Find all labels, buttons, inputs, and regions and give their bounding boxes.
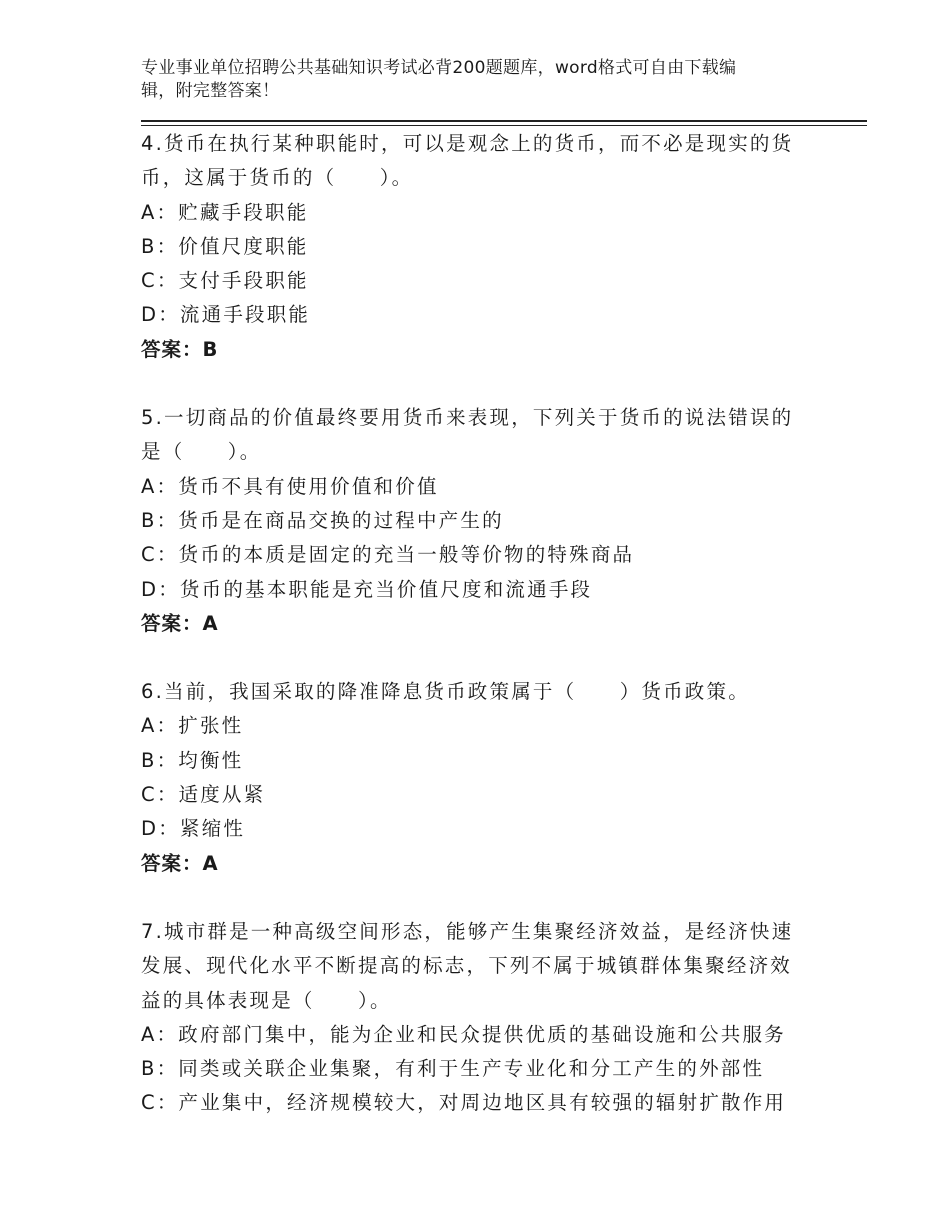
header-line: 辑，附完整答案！ xyxy=(141,81,280,101)
option-d: D：货币的基本职能是充当价值尺度和流通手段 xyxy=(141,577,593,601)
option-a: A：政府部门集中，能为企业和民众提供优质的基础设施和公共服务 xyxy=(141,1022,786,1046)
option-a: A：扩张性 xyxy=(141,714,244,738)
option-b: B：同类或关联企业集聚，有利于生产专业化和分工产生的外部性 xyxy=(141,1057,765,1081)
question-stem xyxy=(141,127,867,196)
option-a: A：货币不具有使用价值和价值 xyxy=(141,474,439,498)
option-a: A：贮藏手段职能 xyxy=(141,200,309,224)
question-list xyxy=(141,127,867,1121)
question-spacer xyxy=(141,881,867,915)
question-stem-line: 益的具体表现是（ ）。 xyxy=(141,988,392,1012)
option-d: D：紧缩性 xyxy=(141,817,246,841)
question-stem-line: 5.一切商品的价值最终要用货币来表现，下列关于货币的说法错误的 xyxy=(141,406,794,430)
option-c: C：支付手段职能 xyxy=(141,269,309,293)
question-stem-line: 4.货币在执行某种职能时，可以是观念上的货币，而不必是现实的货 xyxy=(141,132,794,155)
answer-label: 答案：A xyxy=(141,611,219,635)
question-item xyxy=(141,915,867,1121)
header-line: 专业事业单位招聘公共基础知识考试必背200题题库，word格式可自由下载编 xyxy=(141,58,737,78)
option-c: C：货币的本质是固定的充当一般等价物的特殊商品 xyxy=(141,543,635,567)
question-stem-line: 7.城市群是一种高级空间形态，能够产生集聚经济效益，是经济快速 xyxy=(141,919,794,943)
question-stem xyxy=(141,675,867,709)
question-stem-line: 币，这属于货币的（ ）。 xyxy=(141,166,414,190)
question-stem-line: 是（ ）。 xyxy=(141,440,262,464)
question-stem-line: 6.当前，我国采取的降准降息货币政策属于（ ）货币政策。 xyxy=(141,680,750,704)
question-item xyxy=(141,127,867,367)
answer-label: 答案：A xyxy=(141,851,219,875)
option-d: D：流通手段职能 xyxy=(141,303,311,327)
question-item xyxy=(141,675,867,881)
question-stem-line: 发展、现代化水平不断提高的标志，下列不属于城镇群体集聚经济效 xyxy=(141,954,793,978)
option-c: C：适度从紧 xyxy=(141,783,266,807)
option-c: C：产业集中，经济规模较大，对周边地区具有较强的辐射扩散作用 xyxy=(141,1091,787,1115)
question-spacer xyxy=(141,641,867,675)
question-stem xyxy=(141,915,867,1018)
answer-label: 答案：B xyxy=(141,337,219,361)
header-divider-thin xyxy=(141,125,867,126)
option-b: B：货币是在商品交换的过程中产生的 xyxy=(141,508,504,532)
question-stem xyxy=(141,401,867,470)
document-header xyxy=(141,57,791,103)
option-b: B：价值尺度职能 xyxy=(141,234,309,258)
header-divider-thick xyxy=(141,120,867,122)
option-b: B：均衡性 xyxy=(141,748,244,772)
question-item xyxy=(141,401,867,641)
question-spacer xyxy=(141,367,867,401)
